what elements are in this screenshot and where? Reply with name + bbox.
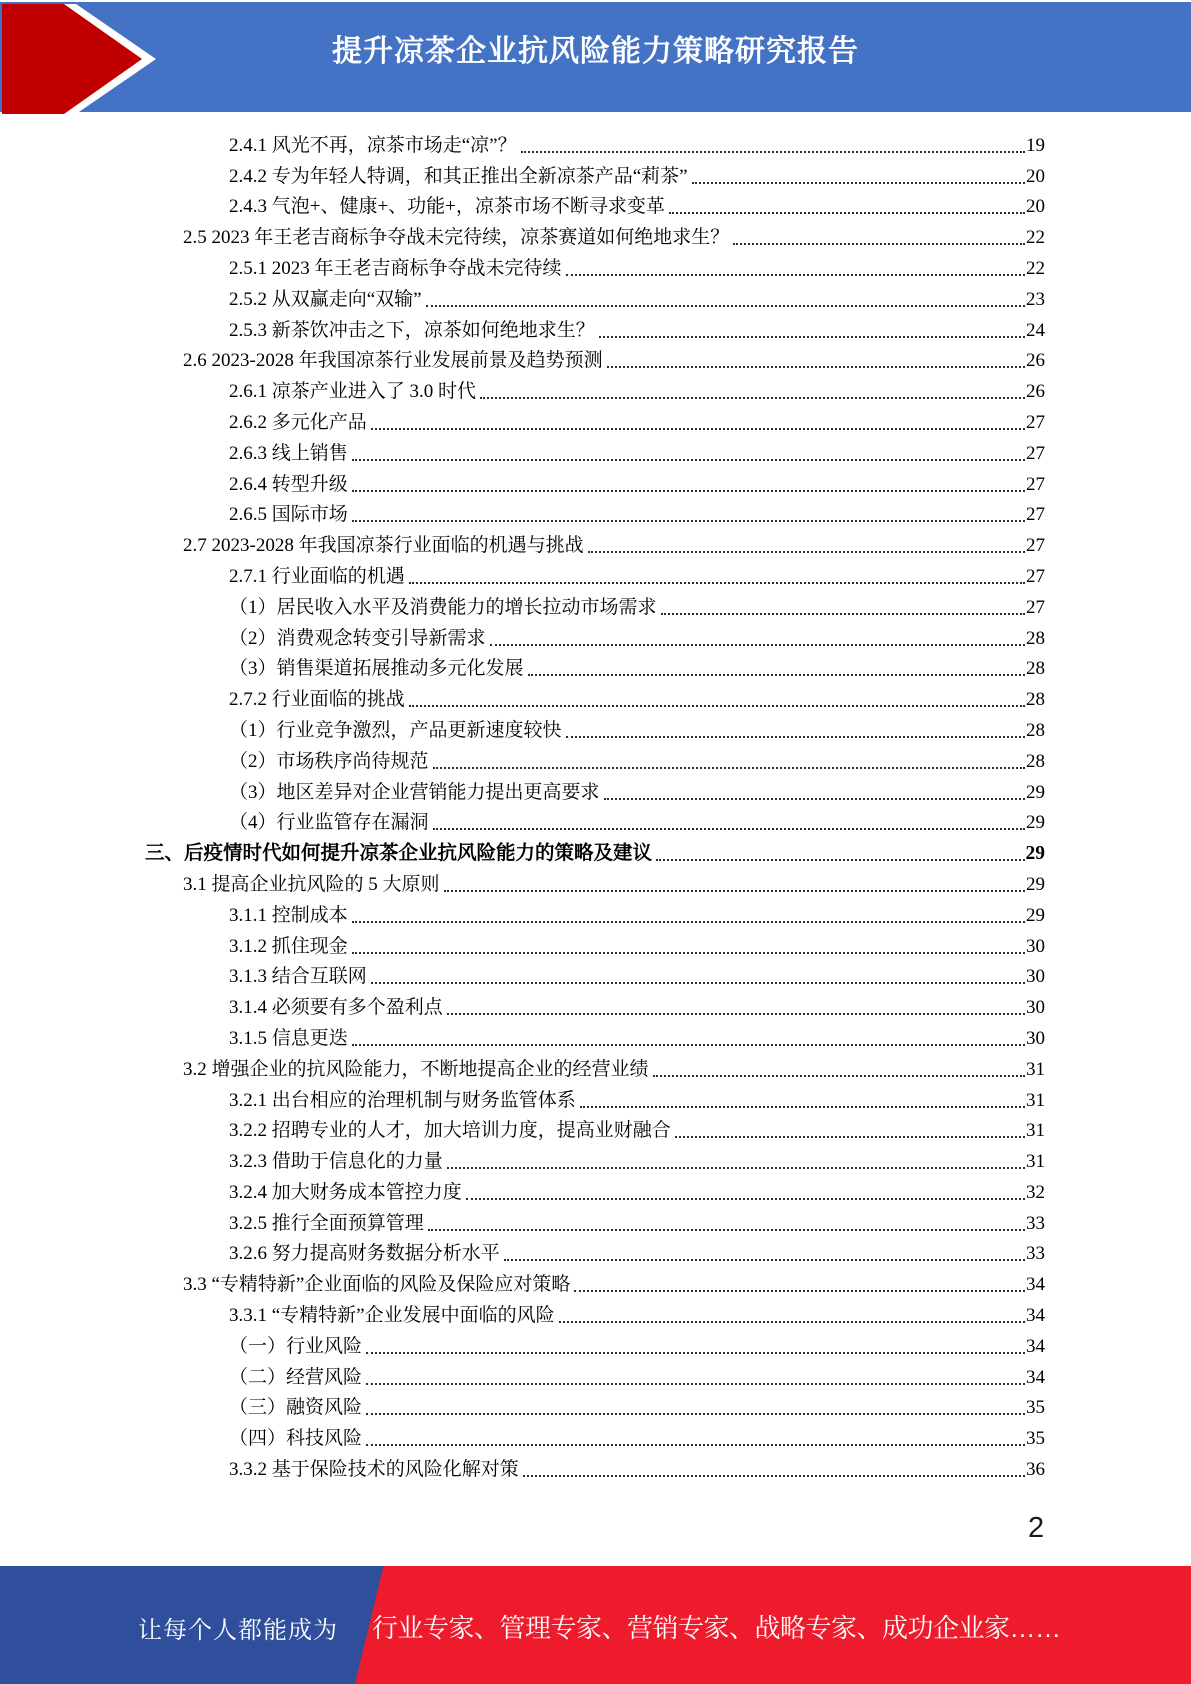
dot-leader xyxy=(366,1383,1025,1385)
toc-entry xyxy=(183,867,1045,898)
dot-leader xyxy=(409,705,1025,707)
toc-page-number: 30 xyxy=(1026,935,1045,957)
toc-entry-label: （1）行业竞争激烈，产品更新速度较快 xyxy=(229,719,562,741)
toc-entry xyxy=(229,128,1045,159)
dot-leader xyxy=(490,644,1025,646)
toc-entry-label: 3.1.3 结合互联网 xyxy=(229,966,367,988)
dot-leader xyxy=(504,1259,1025,1261)
toc-entry-label: 2.4.1 风光不再，凉茶市场走“凉”？ xyxy=(229,134,517,156)
toc-page-number: 27 xyxy=(1026,596,1045,618)
toc-entry-label: （3）地区差异对企业营销能力提出更高要求 xyxy=(229,781,600,803)
dot-leader xyxy=(352,459,1025,461)
toc-page-number: 36 xyxy=(1026,1459,1045,1481)
toc-page-number: 26 xyxy=(1026,381,1045,403)
dot-leader xyxy=(366,1352,1025,1354)
dot-leader xyxy=(599,336,1025,338)
toc-page-number: 35 xyxy=(1026,1428,1045,1450)
toc-page-number: 30 xyxy=(1026,1027,1045,1049)
dot-leader xyxy=(480,397,1025,399)
dot-leader xyxy=(352,921,1025,923)
toc-entry-label: （1）居民收入水平及消费能力的增长拉动市场需求 xyxy=(229,596,657,618)
toc-page-number: 28 xyxy=(1026,689,1045,711)
toc-page-number: 28 xyxy=(1026,627,1045,649)
dot-leader xyxy=(580,1106,1025,1108)
toc-entry xyxy=(229,990,1045,1021)
toc-page-number: 23 xyxy=(1026,288,1045,310)
toc-entry-label: （4）行业监管存在漏洞 xyxy=(229,812,429,834)
dot-leader xyxy=(661,613,1025,615)
dot-leader xyxy=(447,1013,1025,1015)
toc-entry-label: 3.1.1 控制成本 xyxy=(229,904,348,926)
footer-band xyxy=(0,1566,1191,1684)
toc-entry xyxy=(229,1114,1045,1145)
toc-page-number: 31 xyxy=(1026,1058,1045,1080)
toc-page-number: 31 xyxy=(1026,1089,1045,1111)
dot-leader xyxy=(371,428,1025,430)
toc-entry-label: 2.5.1 2023 年王老吉商标争夺战未完待续 xyxy=(229,257,562,279)
dot-leader xyxy=(523,1475,1025,1477)
toc-entry-label: 2.6.5 国际市场 xyxy=(229,504,348,526)
toc-entry xyxy=(229,960,1045,991)
toc-page-number: 27 xyxy=(1026,535,1045,557)
toc-page-number: 30 xyxy=(1026,997,1045,1019)
toc-entry-label: 3.1 提高企业抗风险的 5 大原则 xyxy=(183,873,440,895)
toc-entry-label: 2.6.3 线上销售 xyxy=(229,442,348,464)
toc-entry-label: （2）消费观念转变引导新需求 xyxy=(229,627,486,649)
toc-entry xyxy=(145,836,1045,867)
toc-entry-label: （一）行业风险 xyxy=(229,1335,363,1357)
toc-entry xyxy=(229,652,1045,683)
toc-entry-label: （四）科技风险 xyxy=(229,1428,363,1450)
dot-leader xyxy=(433,828,1025,830)
toc-page-number: 34 xyxy=(1026,1274,1045,1296)
toc-entry xyxy=(229,1421,1045,1452)
toc-page-number: 34 xyxy=(1026,1335,1045,1357)
toc-entry-label: 三、后疫情时代如何提升凉茶企业抗风险能力的策略及建议 xyxy=(145,843,653,865)
toc-page-number: 29 xyxy=(1025,843,1045,865)
toc-page-number: 29 xyxy=(1026,904,1045,926)
dot-leader xyxy=(528,674,1025,676)
toc-entry xyxy=(229,744,1045,775)
toc-page-number: 28 xyxy=(1026,719,1045,741)
dot-leader xyxy=(653,1075,1025,1077)
toc-page-number: 28 xyxy=(1026,658,1045,680)
dot-leader xyxy=(559,1321,1025,1323)
toc-entry-label: 3.3 “专精特新”企业面临的风险及保险应对策略 xyxy=(183,1274,571,1296)
dot-leader xyxy=(352,520,1025,522)
toc-entry-label: 3.3.1 “专精特新”企业发展中面临的风险 xyxy=(229,1305,555,1327)
toc-page-number: 30 xyxy=(1026,966,1045,988)
toc-entry xyxy=(229,436,1045,467)
toc-entry-label: 2.5.3 新茶饮冲击之下，凉茶如何绝地求生？ xyxy=(229,319,595,341)
dot-leader xyxy=(352,952,1025,954)
toc-entry xyxy=(229,1237,1045,1268)
toc-page-number: 29 xyxy=(1026,873,1045,895)
toc-entry-label: 3.2.1 出台相应的治理机制与财务监管体系 xyxy=(229,1089,576,1111)
dot-leader xyxy=(675,1136,1025,1138)
toc-entry-label: 3.2.4 加大财务成本管控力度 xyxy=(229,1181,462,1203)
page-number: 2 xyxy=(1028,1512,1045,1544)
toc-page-number: 33 xyxy=(1026,1243,1045,1265)
table-of-contents xyxy=(145,112,1045,1483)
dot-leader xyxy=(521,151,1025,153)
dot-leader xyxy=(588,551,1025,553)
dot-leader xyxy=(566,736,1025,738)
dot-leader xyxy=(352,1044,1025,1046)
toc-entry xyxy=(229,159,1045,190)
toc-entry-label: 2.6.1 凉茶产业进入了 3.0 时代 xyxy=(229,381,477,403)
dot-leader xyxy=(656,859,1024,861)
toc-entry xyxy=(229,682,1045,713)
toc-entry xyxy=(229,313,1045,344)
dot-leader xyxy=(371,982,1025,984)
toc-entry-label: 3.2.5 推行全面预算管理 xyxy=(229,1212,424,1234)
dot-leader xyxy=(566,274,1025,276)
toc-page-number: 34 xyxy=(1026,1366,1045,1388)
toc-entry xyxy=(229,467,1045,498)
toc-page-number: 22 xyxy=(1026,227,1045,249)
toc-entry xyxy=(183,1267,1045,1298)
toc-page-number: 28 xyxy=(1026,750,1045,772)
toc-entry xyxy=(229,713,1045,744)
dot-leader xyxy=(607,366,1025,368)
toc-entry-label: 3.2.2 招聘专业的人才，加大培训力度，提高业财融合 xyxy=(229,1120,671,1142)
dot-leader xyxy=(466,1198,1025,1200)
toc-page-number: 20 xyxy=(1026,165,1045,187)
toc-entry xyxy=(229,806,1045,837)
toc-page-number: 27 xyxy=(1026,473,1045,495)
header-band xyxy=(0,2,1191,112)
toc-page-number: 19 xyxy=(1026,134,1045,156)
toc-entry xyxy=(183,220,1045,251)
dot-leader xyxy=(604,798,1025,800)
dot-leader xyxy=(692,182,1025,184)
toc-entry-label: 2.5 2023 年王老吉商标争夺战未完待续，凉茶赛道如何绝地求生？ xyxy=(183,227,730,249)
dot-leader xyxy=(444,890,1025,892)
footer-slogan-right: 行业专家、管理专家、营销专家、战略专家、成功企业家…… xyxy=(372,1613,1061,1643)
dot-leader xyxy=(733,243,1025,245)
toc-page-number: 20 xyxy=(1026,196,1045,218)
toc-entry xyxy=(229,1206,1045,1237)
toc-entry-label: 2.4.2 专为年轻人特调，和其正推出全新凉茶产品“莉茶” xyxy=(229,165,688,187)
toc-page-number: 31 xyxy=(1026,1120,1045,1142)
toc-page-number: 29 xyxy=(1026,781,1045,803)
toc-page-number: 34 xyxy=(1026,1305,1045,1327)
toc-entry-label: 3.2.6 努力提高财务数据分析水平 xyxy=(229,1243,500,1265)
toc-entry-label: 3.2 增强企业的抗风险能力，不断地提高企业的经营业绩 xyxy=(183,1058,649,1080)
toc-entry xyxy=(229,590,1045,621)
toc-page-number: 35 xyxy=(1026,1397,1045,1419)
toc-page-number: 33 xyxy=(1026,1212,1045,1234)
footer-slogan-left: 让每个人都能成为 xyxy=(138,1617,338,1644)
toc-entry-label: （2）市场秩序尚待规范 xyxy=(229,750,429,772)
toc-entry-label: （三）融资风险 xyxy=(229,1397,363,1419)
toc-entry-label: 2.6.2 多元化产品 xyxy=(229,411,367,433)
toc-entry xyxy=(229,1021,1045,1052)
toc-entry-label: 2.6.4 转型升级 xyxy=(229,473,348,495)
toc-entry xyxy=(229,282,1045,313)
dot-leader xyxy=(366,1413,1025,1415)
toc-entry xyxy=(229,251,1045,282)
toc-entry xyxy=(229,190,1045,221)
toc-entry-label: 3.1.2 抓住现金 xyxy=(229,935,348,957)
toc-page-number: 27 xyxy=(1026,442,1045,464)
dot-leader xyxy=(409,582,1025,584)
toc-page-number: 31 xyxy=(1026,1151,1045,1173)
dot-leader xyxy=(574,1290,1025,1292)
toc-entry xyxy=(229,405,1045,436)
toc-entry xyxy=(229,559,1045,590)
toc-entry xyxy=(229,1298,1045,1329)
toc-entry xyxy=(183,1052,1045,1083)
toc-page-number: 27 xyxy=(1026,411,1045,433)
toc-entry-label: 2.7 2023-2028 年我国凉茶行业面临的机遇与挑战 xyxy=(183,535,584,557)
toc-entry-label: 2.7.2 行业面临的挑战 xyxy=(229,689,405,711)
dot-leader xyxy=(669,212,1025,214)
toc-entry xyxy=(183,528,1045,559)
toc-entry-label: （3）销售渠道拓展推动多元化发展 xyxy=(229,658,524,680)
arrow-icon xyxy=(2,4,158,114)
toc-entry-label: 2.4.3 气泡+、健康+、功能+，凉茶市场不断寻求变革 xyxy=(229,196,665,218)
toc-entry xyxy=(229,374,1045,405)
dot-leader xyxy=(366,1444,1025,1446)
toc-entry xyxy=(229,1391,1045,1422)
dot-leader xyxy=(428,1229,1025,1231)
toc-entry xyxy=(229,929,1045,960)
toc-entry-label: 3.2.3 借助于信息化的力量 xyxy=(229,1151,443,1173)
toc-entry xyxy=(229,1144,1045,1175)
toc-entry xyxy=(229,621,1045,652)
dot-leader xyxy=(447,1167,1025,1169)
toc-entry xyxy=(229,775,1045,806)
toc-entry xyxy=(229,1452,1045,1483)
toc-entry-label: 2.7.1 行业面临的机遇 xyxy=(229,565,405,587)
toc-page-number: 27 xyxy=(1026,504,1045,526)
toc-entry xyxy=(229,1175,1045,1206)
toc-entry-label: 2.5.2 从双赢走向“双输” xyxy=(229,288,422,310)
report-title: 提升凉茶企业抗风险能力策略研究报告 xyxy=(332,35,859,68)
toc-page-number: 22 xyxy=(1026,257,1045,279)
toc-entry-label: （二）经营风险 xyxy=(229,1366,363,1388)
dot-leader xyxy=(352,490,1025,492)
toc-entry-label: 3.1.4 必须要有多个盈利点 xyxy=(229,997,443,1019)
toc-entry xyxy=(229,498,1045,529)
toc-page-number: 27 xyxy=(1026,565,1045,587)
toc-page-number: 32 xyxy=(1026,1181,1045,1203)
toc-entry xyxy=(229,1360,1045,1391)
toc-entry-label: 3.3.2 基于保险技术的风险化解对策 xyxy=(229,1459,519,1481)
toc-entry xyxy=(229,1083,1045,1114)
toc-entry xyxy=(229,898,1045,929)
toc-entry-label: 3.1.5 信息更迭 xyxy=(229,1027,348,1049)
dot-leader xyxy=(433,767,1025,769)
toc-entry-label: 2.6 2023-2028 年我国凉茶行业发展前景及趋势预测 xyxy=(183,350,603,372)
toc-page-number: 26 xyxy=(1026,350,1045,372)
toc-entry xyxy=(229,1329,1045,1360)
toc-entry xyxy=(183,344,1045,375)
toc-page-number: 29 xyxy=(1026,812,1045,834)
toc-page-number: 24 xyxy=(1026,319,1045,341)
dot-leader xyxy=(426,305,1025,307)
